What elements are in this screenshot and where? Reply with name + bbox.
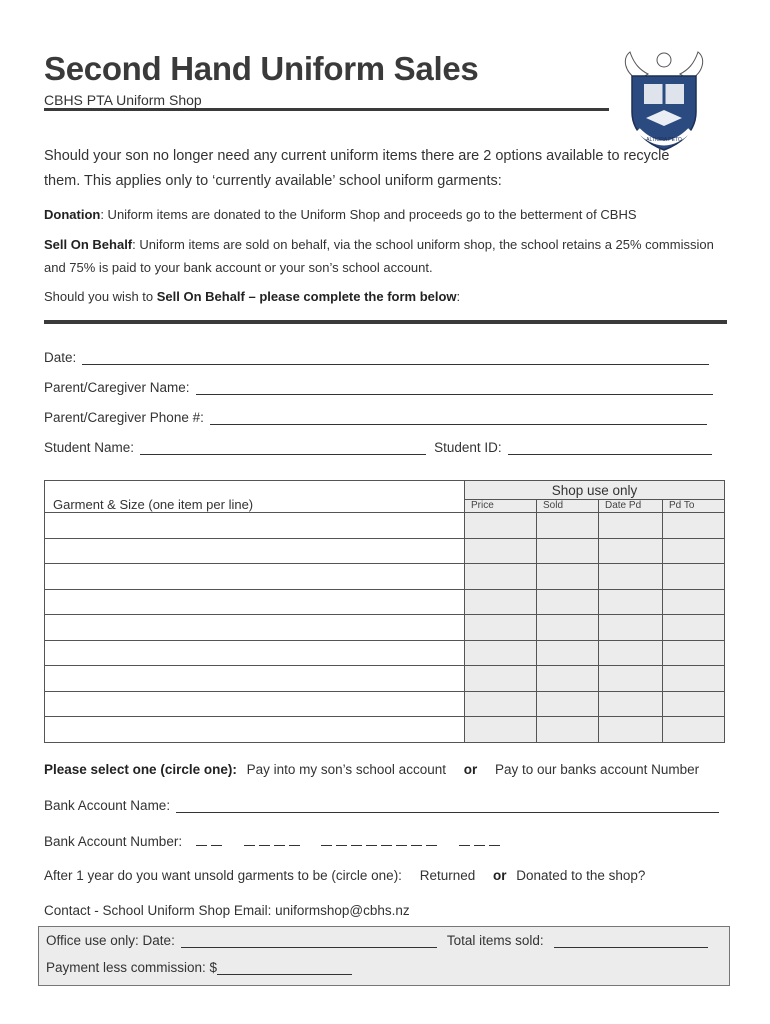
bank-number-label: Bank Account Number:: [44, 834, 183, 849]
shop-cell[interactable]: [663, 513, 725, 539]
garment-row: [45, 538, 725, 564]
garment-row: [45, 564, 725, 590]
office-date-line[interactable]: [181, 934, 437, 948]
wish-paragraph: [44, 285, 724, 308]
contact-line: Contact - School Uniform Shop Email: uniformshop@cbhs.nz: [44, 903, 410, 918]
shop-cell[interactable]: [537, 564, 599, 590]
garment-cell[interactable]: [45, 589, 465, 615]
bank-name-line[interactable]: [176, 799, 719, 813]
shop-cell[interactable]: [599, 589, 663, 615]
shop-cell[interactable]: [537, 666, 599, 692]
payment-selection: [44, 762, 699, 777]
option-bank-account[interactable]: Pay to our banks account Number: [495, 762, 700, 777]
student-name-line[interactable]: [140, 441, 426, 455]
shop-cell[interactable]: [599, 666, 663, 692]
unsold-question: After 1 year do you want unsold garments to be (circle one):: [44, 868, 402, 883]
garment-cell[interactable]: [45, 564, 465, 590]
shop-cell[interactable]: [663, 640, 725, 666]
office-payment-row: [46, 960, 352, 975]
shop-cell[interactable]: [663, 564, 725, 590]
bank-name-label: Bank Account Name:: [44, 798, 171, 813]
sell-on-behalf-label: Sell On Behalf: [44, 237, 133, 252]
parent-name-line[interactable]: [196, 381, 713, 395]
school-crest-icon: [618, 46, 710, 158]
donation-text: : Uniform items are donated to the Uniform Shop and proceeds go to the betterment of CBHS: [100, 207, 637, 222]
garment-row: [45, 640, 725, 666]
sell-on-behalf-paragraph: [44, 233, 724, 279]
student-name-field[interactable]: [44, 440, 712, 455]
office-use-box: [38, 926, 730, 986]
parent-phone-field[interactable]: [44, 410, 707, 425]
student-name-label: Student Name:: [44, 440, 135, 455]
page-subtitle: CBHS PTA Uniform Shop: [44, 92, 202, 108]
shop-cell[interactable]: [599, 538, 663, 564]
shop-cell[interactable]: [599, 691, 663, 717]
payment-select-label: Please select one (circle one):: [44, 762, 237, 777]
garment-cell[interactable]: [45, 640, 465, 666]
shop-cell[interactable]: [537, 589, 599, 615]
shop-cell[interactable]: [599, 513, 663, 539]
garment-cell[interactable]: [45, 691, 465, 717]
shop-cell[interactable]: [537, 691, 599, 717]
garment-cell[interactable]: [45, 717, 465, 743]
office-date-row: [46, 933, 708, 948]
option-returned[interactable]: Returned: [419, 868, 476, 883]
unsold-selection: [44, 868, 645, 883]
payment-commission-line[interactable]: [217, 961, 352, 975]
shop-cell[interactable]: [537, 615, 599, 641]
col-price: Price: [465, 500, 537, 513]
garment-row: [45, 666, 725, 692]
bank-number-field[interactable]: [44, 833, 504, 849]
col-pd-to: Pd To: [663, 500, 725, 513]
intro-text: Should your son no longer need any current uniform items there are 2 options available to recycle them. This applies only to ‘currently available’ school uniform garments:: [44, 148, 670, 189]
garment-cell[interactable]: [45, 666, 465, 692]
wish-post: :: [456, 289, 461, 304]
shop-cell[interactable]: [465, 564, 537, 590]
shop-cell[interactable]: [537, 513, 599, 539]
col-sold: Sold: [537, 500, 599, 513]
parent-phone-label: Parent/Caregiver Phone #:: [44, 410, 204, 425]
garment-table: [44, 480, 725, 743]
payment-or: or: [463, 762, 478, 777]
option-school-account[interactable]: Pay into my son’s school account: [246, 762, 446, 777]
wish-bold-sell: Sell On Behalf: [156, 289, 245, 304]
parent-phone-line[interactable]: [210, 411, 707, 425]
shop-cell[interactable]: [663, 538, 725, 564]
shop-cell[interactable]: [465, 513, 537, 539]
shop-cell[interactable]: [663, 615, 725, 641]
shop-cell[interactable]: [465, 538, 537, 564]
shop-cell[interactable]: [663, 691, 725, 717]
form-divider: [44, 320, 727, 324]
garment-row: [45, 513, 725, 539]
parent-name-label: Parent/Caregiver Name:: [44, 380, 190, 395]
donation-label: Donation: [44, 207, 101, 222]
shop-cell[interactable]: [599, 615, 663, 641]
donation-paragraph: [44, 203, 724, 226]
garment-row: [45, 615, 725, 641]
total-items-line[interactable]: [554, 934, 708, 948]
shop-cell[interactable]: [465, 691, 537, 717]
shop-cell[interactable]: [663, 666, 725, 692]
bank-number-dashes[interactable]: [196, 833, 504, 849]
total-items-label: Total items sold:: [446, 933, 544, 948]
student-id-line[interactable]: [508, 441, 712, 455]
date-field[interactable]: [44, 350, 709, 365]
garment-cell[interactable]: [45, 538, 465, 564]
garment-header: Garment & Size (one item per line): [45, 481, 465, 513]
garment-cell[interactable]: [45, 615, 465, 641]
wish-pre: Should you wish to: [44, 289, 157, 304]
shop-cell[interactable]: [465, 717, 537, 743]
shop-cell[interactable]: [465, 640, 537, 666]
wish-bold-complete: – please complete the form below: [244, 289, 457, 304]
shop-cell[interactable]: [465, 589, 537, 615]
shop-cell[interactable]: [663, 589, 725, 615]
shop-cell[interactable]: [537, 717, 599, 743]
option-donated[interactable]: Donated to the shop?: [516, 868, 646, 883]
title-divider: [44, 108, 609, 111]
date-line[interactable]: [82, 351, 709, 365]
garment-cell[interactable]: [45, 513, 465, 539]
office-date-label: Office use only: Date:: [46, 933, 175, 948]
unsold-or: or: [493, 868, 507, 883]
shop-cell[interactable]: [465, 615, 537, 641]
shop-cell[interactable]: [599, 564, 663, 590]
shop-cell[interactable]: [537, 538, 599, 564]
shop-cell[interactable]: [599, 717, 663, 743]
student-id-label: Student ID:: [434, 440, 502, 455]
shop-cell[interactable]: [599, 640, 663, 666]
garment-row: [45, 691, 725, 717]
garment-row: [45, 717, 725, 743]
crest-motto: ALTIORA PETO: [646, 137, 682, 143]
shop-cell[interactable]: [663, 717, 725, 743]
date-label: Date:: [44, 350, 77, 365]
shop-cell[interactable]: [465, 666, 537, 692]
garment-row: [45, 589, 725, 615]
shop-cell[interactable]: [537, 640, 599, 666]
sell-on-behalf-text: : Uniform items are sold on behalf, via the school uniform shop, the school retains a 25% commission and 75% is paid to your bank account or your son’s school account.: [44, 237, 714, 275]
parent-name-field[interactable]: [44, 380, 713, 395]
bank-name-field[interactable]: [44, 798, 719, 813]
payment-commission-label: Payment less commission: $: [46, 960, 218, 975]
shop-use-header: Shop use only: [465, 481, 725, 500]
col-date-pd: Date Pd: [599, 500, 663, 513]
page-title: Second Hand Uniform Sales: [44, 50, 479, 87]
